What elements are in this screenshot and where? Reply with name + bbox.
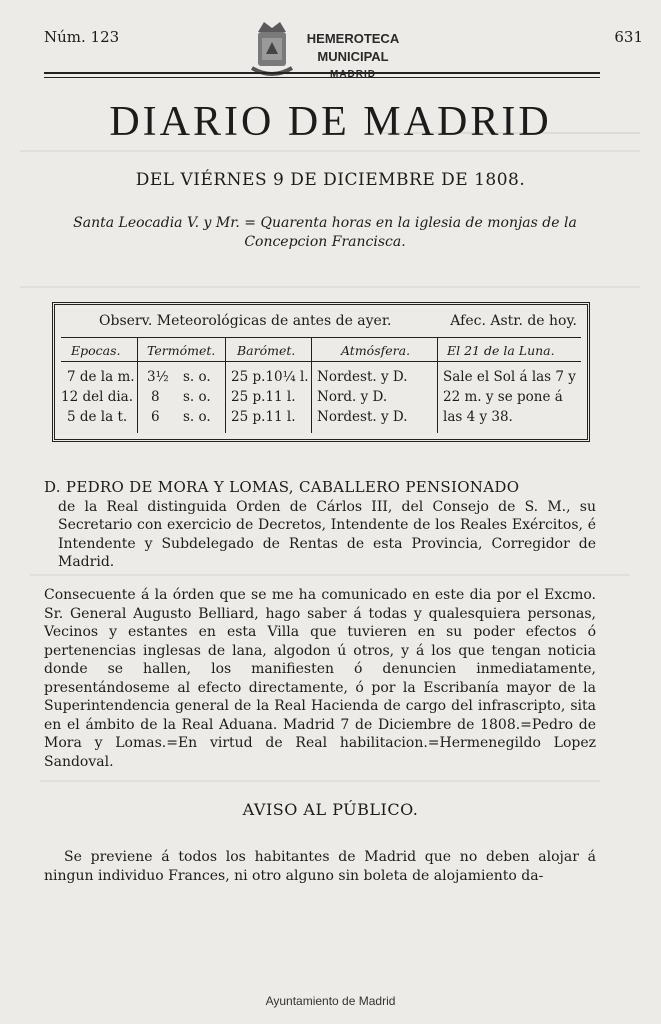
col-header-atmosfera: Atmósfera. [341,343,411,358]
aviso-title: AVISO AL PÚBLICO. [242,800,419,819]
decree-heading-lead: D. PEDRO DE MORA Y LOMAS, CABALLERO PENSIONADO [44,478,520,496]
weather-table [52,302,590,442]
table-rule [61,337,581,338]
table-rule [61,361,581,362]
col-header-barometro: Barómet. [237,343,296,358]
issue-number: Núm. 123 [44,28,120,46]
table-row: 12 del dia. 8 s. o. 25 p.11 l. Nord. y D. [61,389,388,405]
col-header-termometro: Termómet. [147,343,216,358]
decree-body: Consecuente á la órden que se me ha comunicado en este dia por el Excmo. Sr. General Augusto Belliard, hago saber á todas y qualesquiera personas, Vecinos y estantes en esta Villa que tuvieren en su poder efectos ó pertenencias inglesas de lana, algodon ú otros, y á los que tengan noticia donde se hallen, los manifiesten ó denuncien inmediatamente, presentándoseme al efecto directamente, ó por la Escribanía mayor de la Superintendencia general de la Real Hacienda de cargo del infrascripto, sita en el ámbito de la Real Aduana. Madrid 7 de Diciembre de 1808.=Pedro de Mora y Lomas.=En virtud de Real habilitacion.=Hermenegildo Lopez Sandoval. [44,587,596,770]
masthead-date: DEL VIÉRNES 9 DE DICIEMBRE DE 1808. [135,170,526,190]
page-number: 631 [614,28,643,46]
stamp-text: HEMEROTECA MUNICIPAL MADRID [306,31,400,80]
weather-table-title: Observ. Meteorológicas de antes de ayer. Afec. Astr. de hoy. [99,313,577,329]
masthead-title: DIARIO DE MADRID [109,99,552,145]
aviso-body: Se previene á todos los habitantes de Madrid que no deben alojar á ningun individuo Frances, ni otro alguno sin boleta de alojamiento da- [44,849,596,884]
saint-of-day: Santa Leocadia V. y Mr. = Quarenta horas en la iglesia de monjas de la Concepcion Francisca. [73,215,577,250]
table-row: 5 de la t. 6 s. o. 25 p.11 l. Nordest. y D. [67,409,408,425]
col-header-luna: El 21 de la Luna. [447,343,555,358]
table-divider [437,337,438,433]
decree-heading [44,478,596,572]
header-rule [44,72,600,78]
table-row: 7 de la m. 3½ s. o. 25 p.10¼ l. Nordest. y D. [67,369,408,385]
decree-heading-titles: de la Real distinguida Orden de Cárlos III, del Consejo de S. M., su Secretario con exercicio de Decretos, Intendente de los Reales Exércitos, é Intendente y Subdelegado de Rentas de esta Provincia, Corregidor de Madrid. [58,498,596,570]
moon-sun-info: Sale el Sol á las 7 y 22 m. y se pone á las 4 y 38. [443,369,576,425]
col-header-epocas: Epocas. [71,343,121,358]
archive-credit: Ayuntamiento de Madrid [265,994,396,1008]
